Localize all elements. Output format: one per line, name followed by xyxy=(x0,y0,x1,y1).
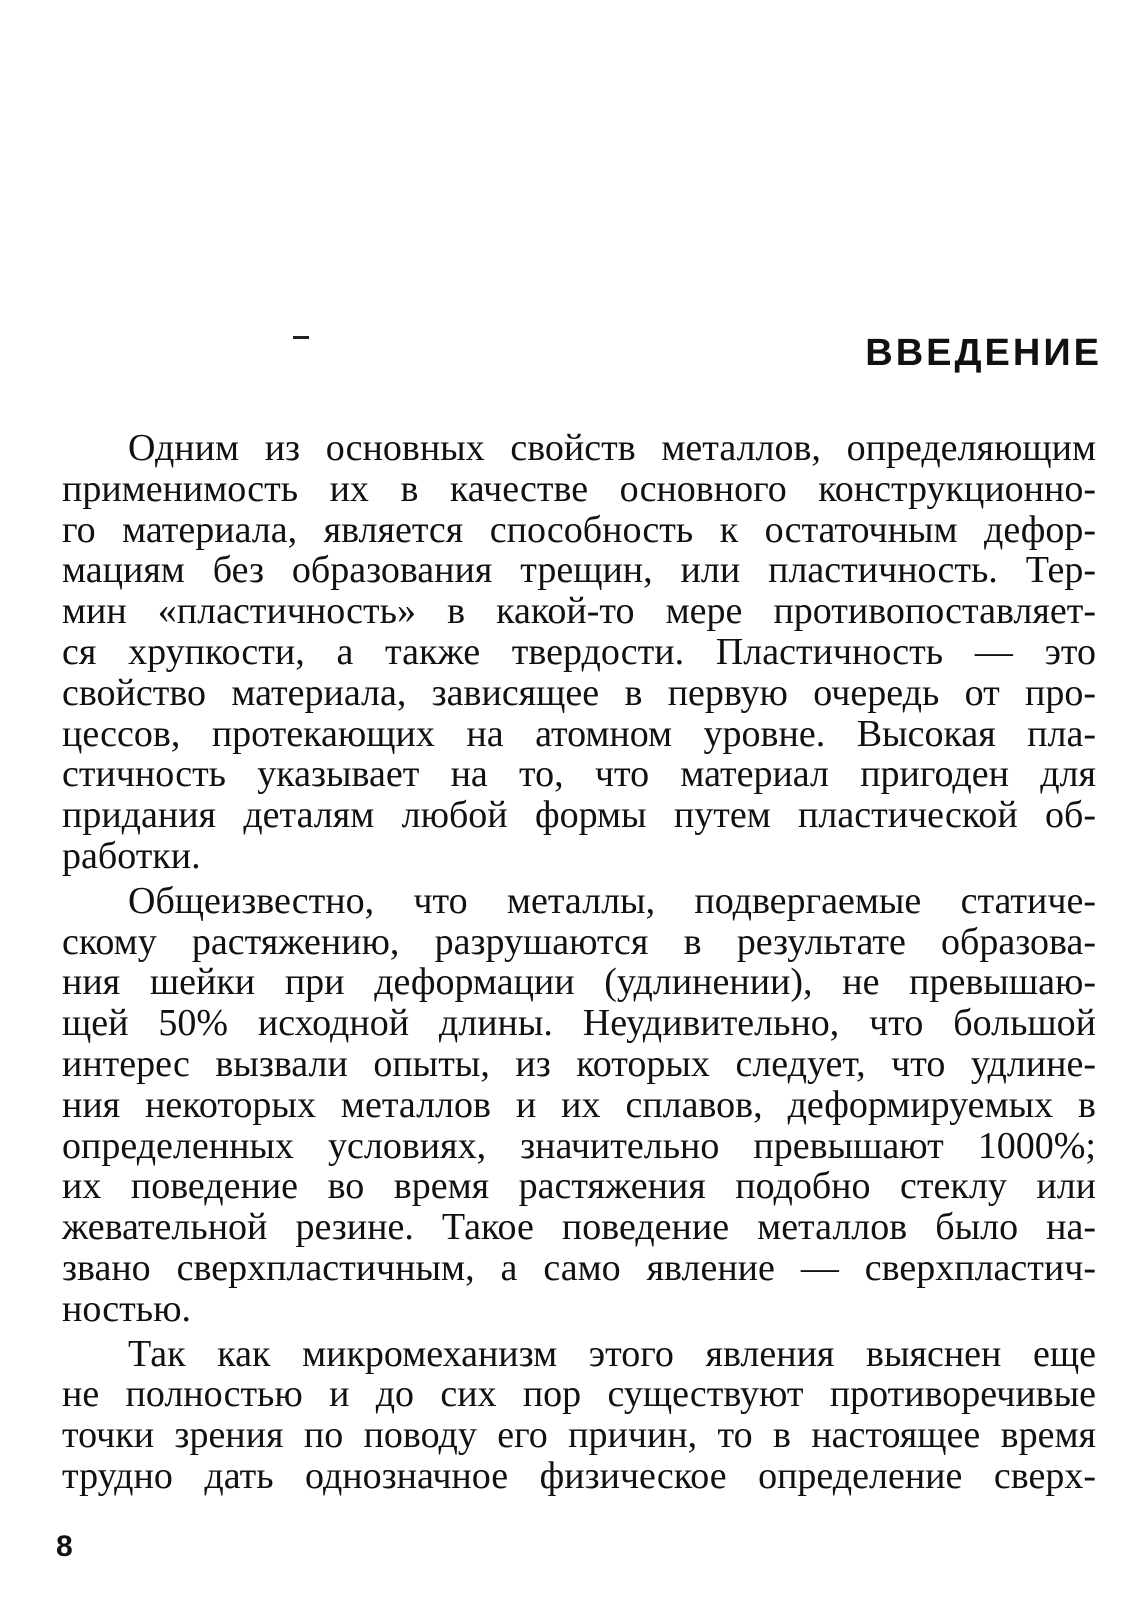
text-line: мациям без образования трещин, или пластичность. Тер- xyxy=(62,549,1096,592)
body-text xyxy=(62,428,1096,1501)
text-line: ния шейки при деформации (удлинении), не превышаю- xyxy=(62,961,1096,1004)
paragraph xyxy=(62,881,1096,1330)
text-line: го материала, является способность к остаточным дефор- xyxy=(62,508,1096,551)
text-line: определенных условиях, значительно превышают 1000%; xyxy=(62,1124,1096,1167)
text-line: работки. xyxy=(62,834,201,877)
text-line: стичность указывает на то, что материал пригоден для xyxy=(62,753,1096,796)
text-line: ния некоторых металлов и их сплавов, деформируемых в xyxy=(62,1083,1096,1126)
text-line: придания деталям любой формы путем пластической об- xyxy=(62,794,1096,837)
text-line: Одним из основных свойств металлов, определяющим xyxy=(128,427,1096,469)
text-line: Общеизвестно, что металлы, подвергаемые статиче- xyxy=(128,879,1096,922)
text-line: применимость их в качестве основного конструкционно- xyxy=(62,467,1096,510)
text-line: цессов, протекающих на атомном уровне. Высокая пла- xyxy=(62,712,1096,755)
text-line: их поведение во время растяжения подобно стеклу или xyxy=(62,1165,1096,1208)
print-mark xyxy=(293,336,309,339)
text-line: щей 50% исходной длины. Неудивительно, что большой xyxy=(62,1002,1096,1045)
text-line: свойство материала, зависящее в первую очередь от про- xyxy=(62,671,1096,714)
text-line: трудно дать однозначное физическое определение сверх- xyxy=(62,1454,1096,1497)
text-line: ностью. xyxy=(62,1287,191,1330)
text-line: жевательной резине. Такое поведение металлов было на- xyxy=(62,1206,1096,1249)
page-number: 8 xyxy=(56,1530,73,1563)
chapter-heading: ВВЕДЕНИЕ xyxy=(865,332,1102,374)
text-line: точки зрения по поводу его причин, то в настоящее время xyxy=(62,1414,1096,1457)
text-line: мин «пластичность» в какой-то мере противопоставляет- xyxy=(62,590,1096,633)
text-line: не полностью и до сих пор существуют противоречивые xyxy=(62,1373,1096,1416)
paragraph xyxy=(62,428,1096,877)
text-line: Так как микромеханизм этого явления выяснен еще xyxy=(128,1332,1096,1375)
text-line: интерес вызвали опыты, из которых следует, что удлине- xyxy=(62,1042,1096,1085)
text-line: ся хрупкости, а также твердости. Пластичность — это xyxy=(62,630,1096,673)
text-line: скому растяжению, разрушаются в результате образова- xyxy=(62,920,1096,963)
text-line: звано сверхпластичным, а само явление — сверхпластич- xyxy=(62,1246,1096,1289)
paragraph xyxy=(62,1334,1096,1497)
